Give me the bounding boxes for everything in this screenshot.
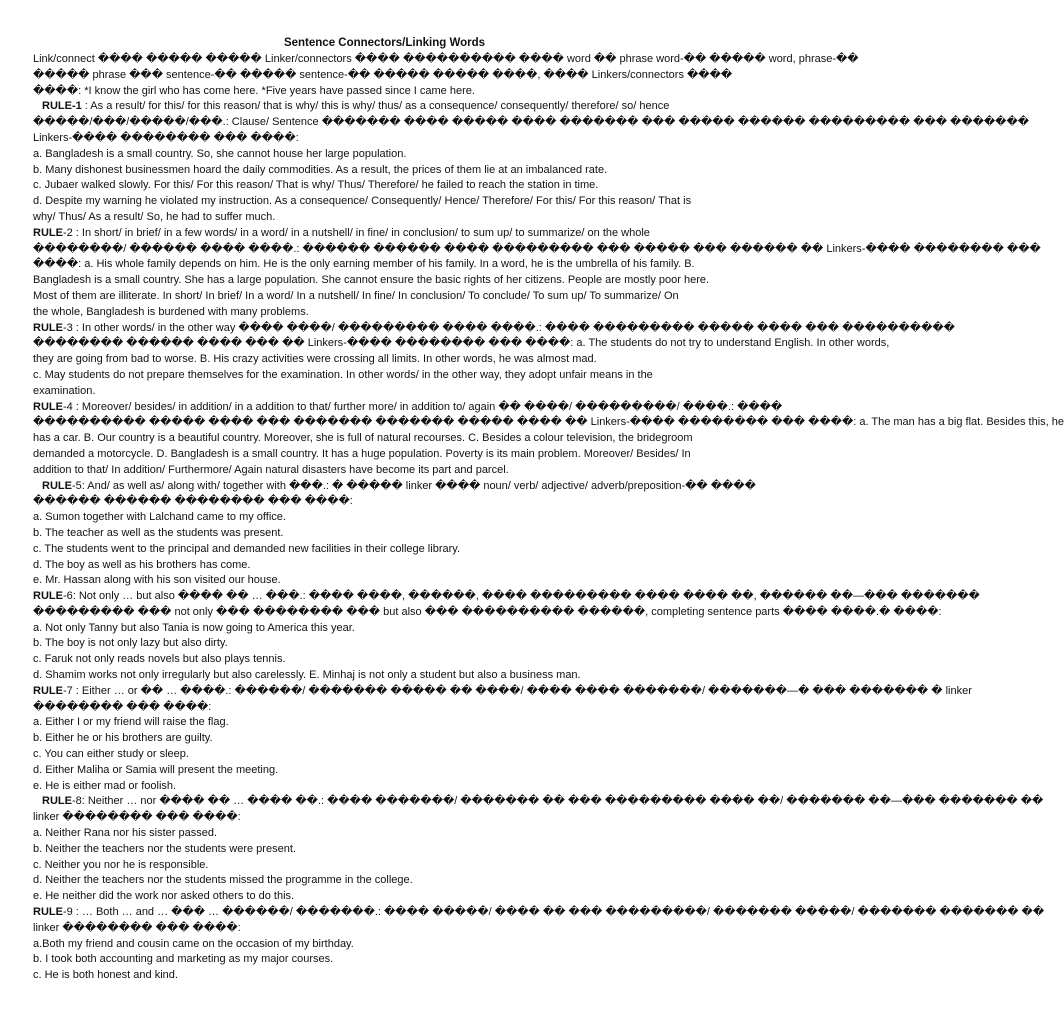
rule-heading-line	[33, 99, 736, 115]
text-line	[33, 431, 736, 447]
line-text: -7 : Either … or �� … ����.: ������/ ������� ����� �� ����/ ���� ���� �������/ �������—� ��� ������� � linker	[62, 684, 972, 697]
line-text: a. Sumon together with Lalchand came to my office.	[33, 511, 286, 524]
text-line	[33, 747, 736, 763]
rule-heading-line	[33, 794, 1044, 810]
line-text: -4 : Moreover/ besides/ in addition/ in a addition to that/ further more/ in addition to/ again �� ����/ ���������/ ����.: ����	[62, 400, 783, 413]
line-text: ����� phrase ��� sentence-�� ����� sentence-�� ����� ����� ����, ���� Linkers/connectors ����	[33, 68, 733, 81]
line-text: examination.	[33, 384, 96, 397]
text-line	[33, 636, 736, 652]
line-text: demanded a motorcycle. D. Bangladesh is a small country. It has a huge population. Poverty is its main problem. Moreover/ Besides/ In	[33, 447, 691, 460]
line-text: Bangladesh is a small country. She has a large population. She cannot ensure the basic rights of her citizens. People are mostly poor here.	[33, 274, 710, 287]
text-line	[33, 889, 736, 905]
line-text: ���������� ����� ���� ��� ������� ������� ����� ���� �� Linkers-���� �������� ��� ����: a. The man has a big flat. Besides this, he	[33, 416, 1064, 429]
line-text: a. Either I or my friend will raise the flag.	[33, 716, 229, 729]
text-line	[33, 558, 736, 574]
rule-label: RULE	[42, 479, 72, 492]
line-text: �������� ������ ���� ��� �� Linkers-���� �������� ��� ����: a. The students do not try to understand English. In other words,	[33, 337, 890, 350]
text-line	[33, 257, 736, 273]
line-text: ��������� ��� not only ��� �������� ��� but also ��� ���������� ������, completing sentence parts ���� ����.� ����:	[33, 605, 942, 618]
rule-label: RULE	[33, 684, 63, 697]
line-text: c. Jubaer walked slowly. For this/ For this reason/ That is why/ Thus/ Therefore/ he failed to reach the station in time.	[33, 179, 599, 192]
rule-label: RULE-1	[42, 100, 82, 113]
line-text: c. Neither you nor he is responsible.	[33, 858, 209, 871]
text-line	[33, 194, 736, 210]
text-line	[33, 242, 1041, 258]
text-line	[33, 621, 736, 637]
text-line	[33, 305, 736, 321]
text-line	[33, 273, 736, 289]
rule-label: RULE	[33, 226, 63, 239]
line-text: -8: Neither … nor ���� �� … ���� ��.: ���� �������/ ������� �� ��� ��������� ���� ��/ ������� ��—��� ������� ��	[71, 795, 1044, 808]
rule-label: RULE	[33, 590, 63, 603]
rule-heading-line	[33, 905, 1045, 921]
text-line	[33, 526, 736, 542]
rule-heading-line	[33, 226, 736, 242]
text-line	[33, 858, 736, 874]
text-line	[33, 715, 736, 731]
line-text: Linkers-���� �������� ��� ����:	[33, 131, 299, 144]
text-line	[33, 779, 736, 795]
rule-heading-line	[33, 400, 783, 416]
text-line	[33, 463, 736, 479]
line-text: ����: a. His whole family depends on him. He is the only earning member of his family. In a word, he is the umbrella of his family. B.	[33, 258, 695, 271]
text-line	[33, 115, 1030, 131]
line-text: addition to that/ In addition/ Furthermore/ Again natural disasters have become its part and parcel.	[33, 463, 509, 476]
line-text: b. Neither the teachers nor the students were present.	[33, 842, 296, 855]
line-text: c. He is both honest and kind.	[33, 969, 178, 982]
line-text: -6: Not only … but also ���� �� … ���.: ���� ����, ������, ���� ��������� ���� ���� ��, ������ ��—��� �������	[62, 590, 980, 603]
text-line	[33, 968, 736, 984]
text-line	[33, 952, 736, 968]
line-text: -9 : … Both … and … ��� … ������/ �������.: ���� �����/ ���� �� ��� ���������/ ������� �����/ ������� ������� ��	[62, 906, 1045, 919]
line-text: Most of them are illiterate. In short/ In brief/ In a word/ In a nutshell/ In fine/ In conclusion/ To conclude/ To sum up/ To summarize/ On	[33, 289, 679, 302]
text-line	[33, 494, 736, 510]
line-text: c. May students do not prepare themselves for the examination. In other words/ in the other way, they adopt unfair means in the	[33, 368, 653, 381]
line-text: d. Shamim works not only irregularly but also carelessly. E. Minhaj is not only a student but also a business man.	[33, 669, 581, 682]
text-line	[33, 147, 736, 163]
text-line	[33, 937, 736, 953]
line-text: d. Despite my warning he violated my instruction. As a consequence/ Consequently/ Hence/ Therefore/ For this/ For this reason/ That is	[33, 195, 692, 208]
line-text: -3 : In other words/ in the other way ���� ����/ ��������� ���� ����.: ���� ��������� ����� ���� ��� ����������	[62, 321, 955, 334]
text-line	[33, 921, 736, 937]
line-text: �������� ��� ����:	[33, 700, 212, 713]
line-text: -5: And/ as well as/ along with/ together with ���.: � ����� linker ���� noun/ verb/ adjective/ adverb/preposition-�� ����	[71, 479, 756, 492]
line-text: d. The boy as well as his brothers has come.	[33, 558, 251, 571]
line-text: -2 : In short/ in brief/ in a few words/ in a word/ in a nutshell/ in fine/ in conclusion/ to sum up/ to summarize/ on the whole	[62, 226, 650, 239]
text-line	[33, 542, 736, 558]
text-line	[33, 163, 736, 179]
line-text: b. The boy is not only lazy but also dirty.	[33, 637, 228, 650]
text-line	[33, 289, 736, 305]
line-text: b. The teacher as well as the students was present.	[33, 526, 284, 539]
rule-heading-line	[33, 589, 980, 605]
text-line	[33, 447, 736, 463]
text-line	[33, 668, 736, 684]
rule-label: RULE	[33, 906, 63, 919]
line-text: a.Both my friend and cousin came on the occasion of my birthday.	[33, 937, 354, 950]
line-text: ������ ������ �������� ��� ����:	[33, 495, 353, 508]
line-text: linker �������� ��� ����:	[33, 921, 241, 934]
rule-heading-line	[33, 321, 955, 337]
line-text: a. Bangladesh is a small country. So, she cannot house her large population.	[33, 147, 407, 160]
line-text: : As a result/ for this/ for this reason/ that is why/ this is why/ thus/ as a consequence/ consequently/ therefore/ so/ hence	[81, 100, 670, 113]
line-text: the whole, Bangladesh is burdened with many problems.	[33, 305, 309, 318]
text-line	[33, 763, 736, 779]
line-text: e. Mr. Hassan along with his son visited our house.	[33, 574, 281, 587]
text-line	[33, 700, 736, 716]
document-body	[33, 52, 1064, 984]
line-text: c. Faruk not only reads novels but also plays tennis.	[33, 653, 286, 666]
text-line	[33, 731, 736, 747]
line-text: c. You can either study or sleep.	[33, 748, 189, 761]
line-text: ��������/ ������ ���� ����.: ������ ������ ���� ��������� ��� ����� ��� ������ �� Linkers-���� �������� ���	[33, 242, 1041, 255]
line-text: e. He is either mad or foolish.	[33, 779, 177, 792]
rule-label: RULE	[42, 795, 72, 808]
rule-label: RULE	[33, 400, 63, 413]
text-line	[33, 810, 736, 826]
text-line	[33, 652, 736, 668]
line-text: a. Neither Rana nor his sister passed.	[33, 827, 218, 840]
rule-heading-line	[33, 684, 972, 700]
text-line	[33, 510, 736, 526]
line-text: �����/���/�����/���.: Clause/ Sentence ������� ���� ����� ���� ������� ��� ����� ������ ��������� ��� �������	[33, 116, 1030, 129]
text-line	[33, 352, 736, 368]
line-text: b. Either he or his brothers are guilty.	[33, 732, 213, 745]
line-text: e. He neither did the work nor asked others to do this.	[33, 890, 295, 903]
text-line	[33, 826, 736, 842]
text-line	[33, 84, 736, 100]
text-line	[33, 368, 736, 384]
text-line	[33, 336, 890, 352]
text-line	[33, 873, 736, 889]
line-text: c. The students went to the principal and demanded new facilities in their college library.	[33, 542, 460, 555]
document-title: Sentence Connectors/Linking Words	[283, 37, 486, 49]
line-text: they are going from bad to worse. B. His crazy activities were crossing all limits. In other words, he was almost mad.	[33, 353, 597, 366]
text-line	[33, 415, 1064, 431]
line-text: b. Many dishonest businessmen hoard the daily commodities. As a result, the prices of them lie at an imbalanced rate.	[33, 163, 608, 176]
line-text: why/ Thus/ As a result/ So, he had to suffer much.	[33, 210, 276, 223]
line-text: a. Not only Tanny but also Tania is now going to America this year.	[33, 621, 355, 634]
text-line	[33, 384, 736, 400]
line-text: has a car. B. Our country is a beautiful country. Moreover, she is full of natural recourses. C. Besides a colour television, the bridegroom	[33, 432, 693, 445]
line-text: b. I took both accounting and marketing as my major courses.	[33, 953, 334, 966]
line-text: ����: *I know the girl who has come here. *Five years have passed since I came here.	[33, 84, 475, 97]
text-line	[33, 573, 736, 589]
text-line	[33, 178, 736, 194]
text-line	[33, 842, 736, 858]
text-line	[33, 210, 736, 226]
line-text: Link/connect ���� ����� ����� Linker/connectors ���� ���������� ���� word �� phrase word-�� ����� word, phrase-��	[33, 53, 859, 65]
line-text: d. Neither the teachers nor the students missed the programme in the college.	[33, 874, 413, 887]
rule-heading-line	[33, 479, 756, 495]
line-text: d. Either Maliha or Samia will present the meeting.	[33, 763, 279, 776]
line-text: linker �������� ��� ����:	[33, 811, 241, 824]
text-line	[33, 52, 859, 68]
text-line	[33, 605, 942, 621]
rule-label: RULE	[33, 321, 63, 334]
text-line	[33, 131, 736, 147]
text-line	[33, 68, 736, 84]
